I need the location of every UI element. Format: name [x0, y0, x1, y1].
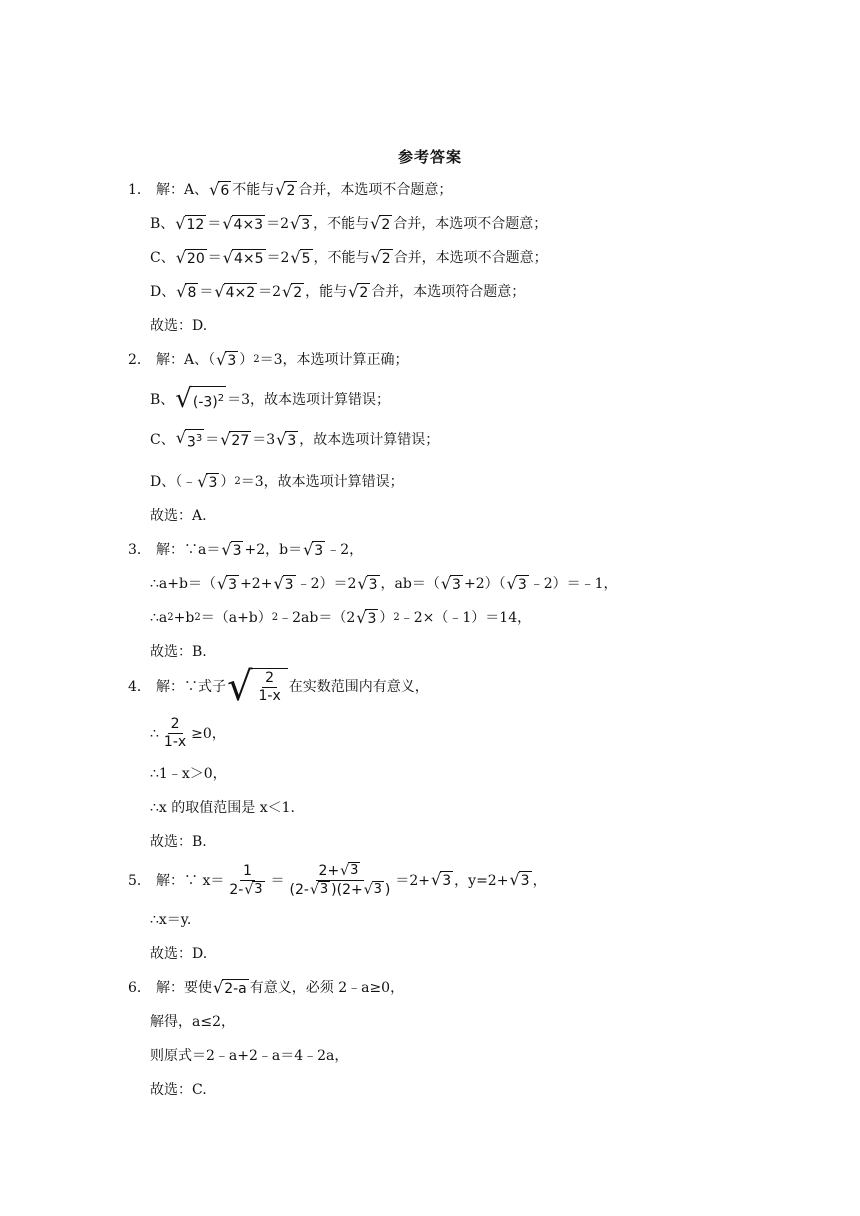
text: ＝2+ [395, 872, 431, 889]
sqrt: √ 8 [176, 281, 197, 301]
sqrt: √ 3 [509, 870, 530, 889]
text: ＝3 [252, 432, 276, 449]
q5-line-1 [128, 862, 547, 899]
sqrt: √ 2 [275, 179, 296, 199]
fraction: 2+ √ 3 (2- √ 3 )(2+ √ 3 ) [289, 863, 391, 898]
q4-line-2 [150, 716, 226, 751]
text: 解：∵ x＝ [156, 872, 225, 889]
text: ＝2 [266, 250, 290, 266]
exponent: 2 [194, 612, 201, 623]
q2-line-d [150, 472, 404, 492]
q2-number: 2． [128, 352, 151, 368]
sqrt: √ 3 [440, 573, 461, 593]
q3-line-3 [150, 608, 531, 628]
text: C、 [150, 250, 175, 266]
q6-answer: 故选：C. [150, 1082, 207, 1098]
q5-answer: 故选：D. [150, 946, 208, 962]
q2-line-b [150, 386, 390, 415]
text: ＝ [270, 872, 285, 889]
text: 合并，本选项符合题意； [371, 284, 526, 300]
text: 有意义，必须 2﹣a≥0， [249, 980, 405, 996]
text: ＝2 [258, 284, 282, 300]
text: D、 [150, 284, 176, 300]
text: ﹣2×（﹣1）＝14， [399, 610, 532, 626]
sqrt: √ 3 [431, 870, 452, 889]
text: ，能与 [305, 284, 348, 300]
q1-line-a [128, 180, 452, 200]
text: 解：∵式子 [156, 679, 226, 695]
text: ＝3，故本选项计算错误； [240, 474, 404, 490]
text: ，ab＝（ [380, 576, 440, 592]
text: ＝（a+b） [200, 610, 272, 626]
fraction: 1 2- √ 3 [229, 862, 263, 898]
q5-number: 5． [128, 872, 151, 889]
q2-line-a [128, 350, 409, 370]
exponent: 2 [271, 612, 279, 623]
text: 解：∵a＝ [156, 542, 221, 558]
q4-number: 4． [128, 679, 151, 695]
sqrt: √ 3 [276, 429, 297, 449]
text: ＝2 [266, 216, 289, 232]
q2-line-c [150, 429, 439, 452]
q1-line-b [150, 214, 547, 234]
sqrt-fraction: √ $\frac{2}{1-x}$ [227, 668, 288, 706]
sqrt: √ 3 [197, 471, 218, 491]
text: 解：要使 [156, 980, 212, 996]
sqrt: √ $3^3$ [175, 428, 203, 451]
q3-line-1 [128, 540, 363, 560]
exponent: 2 [393, 612, 400, 623]
text: 在实数范围内有意义， [288, 679, 429, 695]
sqrt: √ 3 [290, 213, 311, 233]
text: ≥0， [191, 725, 226, 742]
text: ﹣2， [326, 542, 364, 558]
text: D、（﹣ [150, 474, 197, 490]
text: 合并，本选项不合题意； [393, 216, 548, 232]
sqrt: √ 2 [282, 281, 303, 301]
text: ，不能与 [313, 250, 370, 266]
text: 解：A、（ [156, 352, 216, 368]
q3-answer: 故选：B. [150, 644, 207, 660]
q4-line-3: ∴1﹣x＞0， [150, 766, 227, 782]
q4-answer: 故选：B. [150, 834, 207, 850]
q1-number: 1． [128, 182, 151, 198]
sqrt: √ 3 [216, 573, 238, 593]
q1-line-c [150, 248, 548, 268]
q6-line-3: 则原式＝2﹣a+2﹣a＝4﹣2a， [150, 1048, 349, 1064]
sqrt: √ 2-a [213, 977, 247, 997]
sqrt: √ 3 [303, 539, 324, 559]
text: ﹣2）＝2 [296, 576, 357, 592]
exponent: 2 [234, 476, 241, 487]
text: C、 [150, 432, 175, 449]
sqrt: √ 4×2 [214, 281, 256, 301]
text: ﹣2ab＝（2 [278, 610, 356, 626]
text: ∴a+b＝（ [150, 576, 216, 592]
text: ＝3，故本选项计算错误； [227, 392, 391, 409]
q4-line-1 [128, 664, 429, 710]
sqrt: √ 3 [221, 539, 242, 559]
page-title: 参考答案 [397, 148, 462, 166]
text: 解：A、 [156, 182, 209, 198]
q2-answer: 故选：A. [150, 508, 207, 524]
text: ∴ [150, 725, 159, 742]
q6-number: 6． [128, 980, 151, 996]
q5-line-2: ∴x＝y. [150, 912, 192, 928]
sqrt: √ 2 [348, 281, 369, 301]
text: ＝3，本选项计算正确； [259, 352, 409, 368]
text: ） [239, 352, 254, 368]
q3-line-2 [150, 574, 618, 594]
text: ， [532, 872, 547, 889]
sqrt: √ $(-3)^2$ [175, 384, 225, 414]
text: +2）（ [463, 576, 506, 592]
q1-line-d [150, 282, 525, 302]
sqrt: √ 3 [356, 607, 377, 627]
sqrt: √ 3 [357, 573, 378, 593]
text: ＝ [205, 432, 220, 449]
text: ﹣2）＝﹣1， [529, 576, 618, 592]
text: ，不能与 [313, 216, 370, 232]
exponent: 2 [253, 354, 260, 365]
sqrt: √ 3 [216, 349, 237, 369]
sqrt: √ 3 [273, 573, 294, 593]
text: 合并，本选项不合题意； [298, 182, 453, 198]
sqrt: √ 2 [370, 213, 391, 233]
fraction: $\frac{2}{1-x}$ [163, 716, 187, 750]
sqrt: √ 27 [220, 429, 250, 449]
sqrt: √ 12 [175, 213, 205, 233]
q3-number: 3． [128, 542, 151, 558]
exponent: 2 [167, 612, 174, 623]
text: 不能与 [232, 182, 275, 198]
text: +2，b＝ [244, 542, 303, 558]
q6-line-2: 解得，a≤2， [150, 1014, 235, 1030]
text: ＝ [199, 284, 214, 300]
text: ） [220, 474, 235, 490]
text: 合并，本选项不合题意； [393, 250, 548, 266]
sqrt: √ 20 [175, 247, 205, 267]
sqrt: √ 2 [370, 247, 391, 267]
text: B、 [150, 216, 175, 232]
sqrt: √ 5 [290, 247, 311, 267]
sqrt: √ 4×3 [222, 213, 264, 233]
sqrt: √ 3 [506, 573, 527, 593]
text: ，故本选项计算错误； [299, 432, 440, 449]
text: ∴a [150, 610, 168, 626]
text: ） [379, 610, 394, 626]
q1-answer: 故选：D. [150, 318, 208, 334]
text: +b [173, 610, 195, 626]
text: +2+ [240, 576, 273, 592]
sqrt: √ 4×5 [222, 247, 264, 267]
text: ，y=2+ [454, 872, 509, 889]
q6-line-1 [128, 978, 404, 998]
q4-line-4: ∴x 的取值范围是 x＜1. [150, 800, 295, 816]
text: ＝ [207, 250, 222, 266]
text: B、 [150, 392, 175, 409]
text: ＝ [207, 216, 222, 232]
sqrt: √ 6 [209, 179, 230, 199]
